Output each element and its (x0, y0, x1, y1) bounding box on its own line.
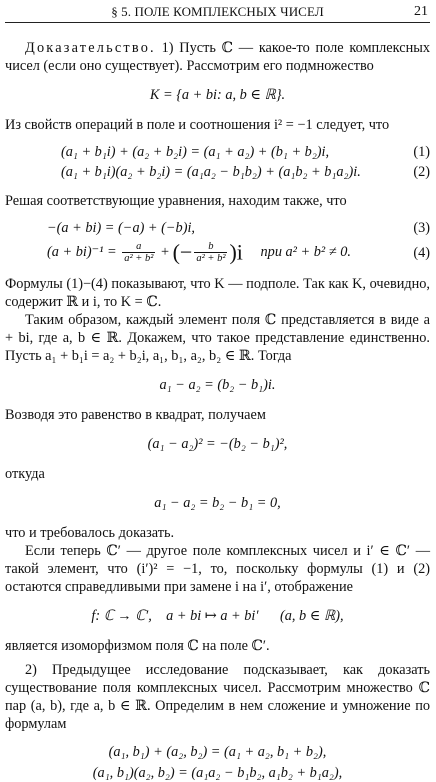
equation-2-number: (2) (413, 164, 430, 180)
equation-7: a₁ − a₂ = b₂ − b₁ = 0, (154, 495, 281, 511)
equation-8: f: ℂ → ℂ′, a + bi ↦ a + bi′ (a, b ∈ ℝ), (91, 608, 344, 624)
equation-4 (5, 241, 402, 264)
equation-4-fraction-1 (122, 241, 155, 264)
proof-paragraph-1-text: 1) Пусть ℂ — какое-то поле комплексных чисел (если оно существует). Рассмотрим его подмножество (5, 40, 430, 74)
paragraph-2: Из свойств операций в поле и соотношения i² = −1 следует, что (5, 117, 390, 133)
paragraph-4: Формулы (1)−(4) показывают, что K — подполе. Так как K, очевидно, содержит ℝ и i, то K = ℂ. (5, 276, 430, 310)
equation-4-number: (4) (413, 244, 430, 261)
fraction-2-denominator: a² + b² (196, 253, 226, 264)
equation-4-paren-close: )i (229, 239, 243, 265)
paragraph-7: откуда (5, 466, 45, 482)
fraction-1-denominator: a² + b² (124, 253, 154, 264)
equation-10: (a₁, b₁)(a₂, b₂) = (a₁a₂ − b₁b₂, a₁b₂ + b₁a₂), (92, 765, 343, 781)
proof-keyword: Доказательство. (25, 40, 156, 56)
equation-3-row (5, 219, 430, 237)
equation-4-lhs: (a + bi)⁻¹ = (47, 243, 117, 260)
paragraph-10: является изоморфизмом поля ℂ на поле ℂ′. (5, 638, 270, 654)
paragraph-11: 2) Предыдущее исследование подсказывает, как доказать существование поля комплексных чисел. Рассмотрим множество ℂ пар (a, b), где a, b ∈ ℝ. Определим в нем сложение и умножение по формулам (5, 662, 430, 732)
equation-set-K: K = {a + bi: a, b ∈ ℝ}. (149, 87, 286, 103)
paragraph-3: Решая соответствующие уравнения, находим также, что (5, 193, 347, 209)
equations-3-4 (5, 219, 430, 264)
equation-4-paren-open: (− (172, 239, 193, 265)
equation-4-plus: + (160, 243, 170, 260)
paragraph-9: Если теперь ℂ′ — другое поле комплексных чисел и i′ ∈ ℂ′ — такой элемент, что (i′)² = −1, то, поскольку формулы (1) и (2) остаются справедливыми при замене i на i′, отображение (5, 543, 430, 595)
equations-9-10 (5, 743, 430, 782)
equation-3: −(a + bi) = (−a) + (−b)i, (47, 220, 196, 236)
equations-1-2 (5, 143, 430, 181)
equation-4-condition: при a² + b² ≠ 0. (260, 243, 351, 260)
equation-5: a₁ − a₂ = (b₂ − b₁)i. (159, 377, 276, 393)
equation-3-number: (3) (413, 220, 430, 236)
equation-1-number: (1) (413, 144, 430, 160)
equation-1-row (5, 143, 430, 161)
section-title: § 5. ПОЛЕ КОМПЛЕКСНЫХ ЧИСЕЛ (111, 4, 324, 19)
equation-2: (a₁ + b₁i)(a₂ + b₂i) = (a₁a₂ − b₁b₂) + (a₁b₂ + b₁a₂)i. (61, 164, 361, 180)
equation-4-fraction-2 (194, 241, 227, 264)
page-number: 21 (414, 4, 428, 19)
running-header (5, 0, 430, 23)
equation-9: (a₁, b₁) + (a₂, b₂) = (a₁ + a₂, b₁ + b₂), (108, 744, 327, 760)
equation-6: (a₁ − a₂)² = −(b₂ − b₁)², (147, 436, 288, 452)
equation-2-row (5, 163, 430, 181)
equation-4-row (5, 241, 430, 264)
paragraph-5: Таким образом, каждый элемент поля ℂ представляется в виде a + bi, где a, b ∈ ℝ. Докажем, что такое представление единственно. Пусть a₁ + b₁i = a₂ + b₂i, a₁, b₁, a₂, b₂ ∈ ℝ. Тогда (5, 312, 430, 364)
equation-1: (a₁ + b₁i) + (a₂ + b₂i) = (a₁ + a₂) + (b₁ + b₂)i, (61, 144, 330, 160)
fraction-2-numerator: b (194, 241, 227, 253)
fraction-1-numerator: a (122, 241, 155, 253)
paragraph-6: Возводя это равенство в квадрат, получаем (5, 407, 266, 423)
paragraph-8: что и требовалось доказать. (5, 525, 175, 541)
proof-paragraph-1 (5, 39, 430, 75)
